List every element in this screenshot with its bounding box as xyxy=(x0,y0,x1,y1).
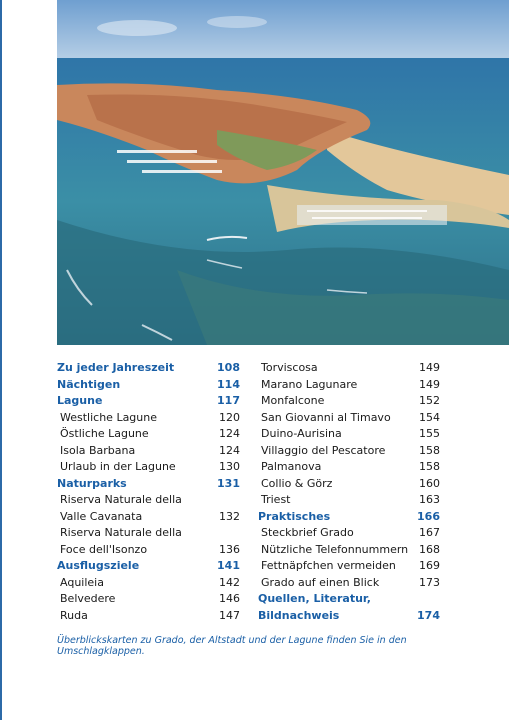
toc-entry xyxy=(258,459,440,476)
toc-entry xyxy=(258,492,440,509)
toc-entry-label: Belvedere xyxy=(60,592,116,605)
toc-entry-label: Lagune xyxy=(57,394,103,407)
toc-entry-page: 136 xyxy=(219,542,240,556)
toc-entry xyxy=(258,443,440,460)
toc-entry-label: Bildnachweis xyxy=(258,608,340,622)
toc-entry-label: Grado auf einen Blick xyxy=(261,575,380,589)
toc-entry-label: Westliche Lagune xyxy=(60,410,158,424)
toc-entry xyxy=(258,393,440,410)
toc-entry xyxy=(258,542,440,559)
toc-entry-page: 117 xyxy=(217,394,240,407)
aerial-photo-grado xyxy=(57,0,509,345)
toc-entry-page: 149 xyxy=(419,361,440,374)
toc-entry xyxy=(258,591,440,608)
toc-entry-label: Valle Cavanata xyxy=(60,509,143,523)
toc-entry xyxy=(57,542,240,559)
toc-right-column xyxy=(258,360,440,624)
toc-entry xyxy=(57,591,240,608)
footer-note: Überblickskarten zu Grado, der Altstadt und der Lagune finden Sie in den Umschlagklappen. xyxy=(57,635,407,657)
toc-entry-label: San Giovanni al Timavo xyxy=(261,410,391,424)
page-edge-line xyxy=(0,0,2,720)
toc-entry-page: 160 xyxy=(419,476,440,490)
toc-entry-label: Torviscosa xyxy=(261,361,318,374)
toc-entry xyxy=(57,377,240,394)
toc-entry-page: 124 xyxy=(219,427,240,440)
toc-entry-page: 114 xyxy=(217,377,240,391)
toc-entry-page: 141 xyxy=(217,559,240,572)
toc-entry-label: Aquileia xyxy=(60,575,104,589)
toc-entry-label: Duino-Aurisina xyxy=(261,427,342,440)
toc-entry-label: Nützliche Telefonnummern xyxy=(261,542,409,556)
toc-entry-page: 166 xyxy=(417,509,440,523)
toc-entry-page: 154 xyxy=(419,410,440,424)
toc-entry-page: 130 xyxy=(219,460,240,473)
toc-entry-page: 131 xyxy=(217,476,240,490)
toc-entry xyxy=(57,492,240,509)
toc-entry-page: 132 xyxy=(219,509,240,523)
toc-entry-page: 142 xyxy=(219,575,240,589)
toc-entry xyxy=(57,476,240,493)
toc-entry-page: 174 xyxy=(417,608,440,622)
toc-entry-label: Marano Lagunare xyxy=(261,377,358,391)
toc-entry-label: Palmanova xyxy=(261,460,322,473)
toc-entry xyxy=(258,360,440,377)
toc-entry-label: Quellen, Literatur, xyxy=(258,592,371,605)
toc-entry xyxy=(258,476,440,493)
toc-entry-page: 158 xyxy=(419,443,440,457)
toc-entry-page: 169 xyxy=(419,559,440,572)
toc-entry-page: 168 xyxy=(419,542,440,556)
toc-entry-label: Urlaub in der Lagune xyxy=(60,460,176,473)
toc-entry-page: 108 xyxy=(217,361,240,374)
toc-entry-page: 163 xyxy=(419,493,440,506)
toc-entry-label: Steckbrief Grado xyxy=(261,526,354,539)
toc-entry-label: Riserva Naturale della xyxy=(60,526,182,539)
toc-entry xyxy=(57,575,240,592)
toc-entry xyxy=(57,360,240,377)
toc-entry-page: 120 xyxy=(219,410,240,424)
toc-entry-label: Monfalcone xyxy=(261,394,325,407)
toc-entry xyxy=(258,558,440,575)
toc-entry-page: 167 xyxy=(419,526,440,539)
toc-entry xyxy=(258,608,440,625)
toc-entry-label: Praktisches xyxy=(258,509,331,523)
toc-entry xyxy=(57,608,240,625)
toc-entry xyxy=(258,575,440,592)
toc-entry-label: Zu jeder Jahreszeit xyxy=(57,361,175,374)
toc-entry-page: 173 xyxy=(419,575,440,589)
toc-entry-label: Villaggio del Pescatore xyxy=(261,443,386,457)
toc-entry xyxy=(258,410,440,427)
toc-entry-page: 158 xyxy=(419,460,440,473)
toc-entry-label: Ausflugsziele xyxy=(57,559,140,572)
toc-entry-label: Ruda xyxy=(60,608,88,622)
toc-entry-label: Fettnäpfchen vermeiden xyxy=(261,559,396,572)
toc-entry xyxy=(258,426,440,443)
toc-entry xyxy=(57,410,240,427)
toc-entry-page: 152 xyxy=(419,394,440,407)
toc-entry xyxy=(258,377,440,394)
toc-entry-page: 124 xyxy=(219,443,240,457)
toc-entry-label: Naturparks xyxy=(57,476,127,490)
toc-entry xyxy=(57,393,240,410)
toc-entry-label: Östliche Lagune xyxy=(60,427,149,440)
toc-entry-label: Nächtigen xyxy=(57,377,121,391)
toc-entry xyxy=(57,459,240,476)
toc-entry-page: 147 xyxy=(219,608,240,622)
toc-entry-label: Triest xyxy=(261,493,291,506)
toc-entry-page: 146 xyxy=(219,592,240,605)
toc-entry-label: Riserva Naturale della xyxy=(60,493,182,506)
toc-entry-page: 149 xyxy=(419,377,440,391)
toc-entry-page: 155 xyxy=(419,427,440,440)
toc-entry xyxy=(57,525,240,542)
toc-entry xyxy=(57,509,240,526)
toc-entry-label: Isola Barbana xyxy=(60,443,136,457)
toc-entry xyxy=(57,558,240,575)
toc-entry-label: Foce dell'Isonzo xyxy=(60,542,148,556)
toc-entry xyxy=(57,426,240,443)
toc-entry xyxy=(57,443,240,460)
toc-entry xyxy=(258,509,440,526)
toc-entry-label: Collio & Görz xyxy=(261,476,333,490)
toc-entry xyxy=(258,525,440,542)
toc-left-column xyxy=(57,360,240,624)
